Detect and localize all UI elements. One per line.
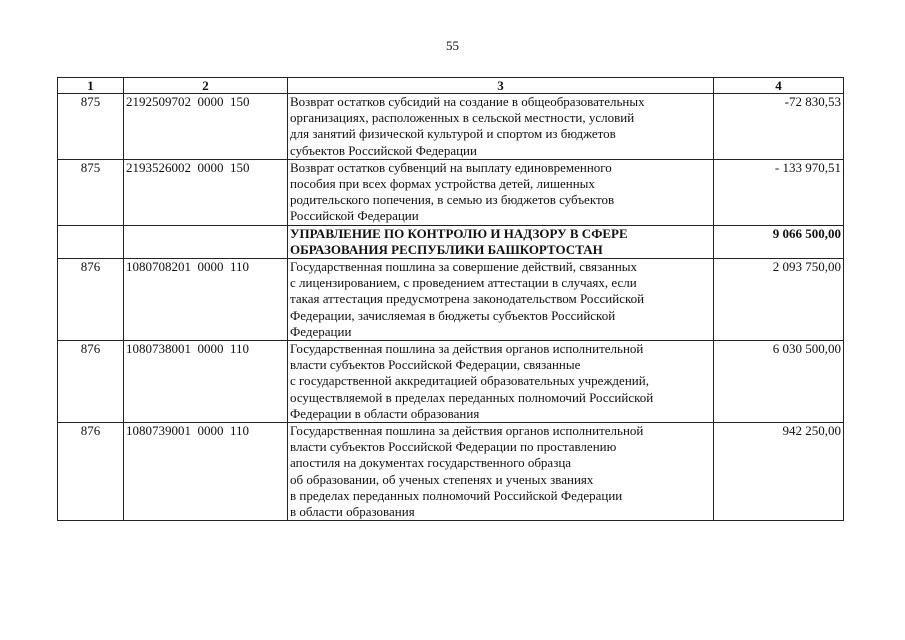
description-line: в области образования: [290, 504, 415, 520]
description-line: власти субъектов Российской Федерации по проставлению: [290, 439, 617, 455]
description-line: Федерации: [290, 323, 352, 339]
admin-code-cell: 875: [58, 159, 124, 225]
table-row: [58, 159, 844, 225]
amount-cell: 6 030 500,00: [714, 341, 844, 423]
description-line: Возврат остатков субвенций на выплату единовременного: [290, 159, 612, 175]
section-title-line: УПРАВЛЕНИЕ ПО КОНТРОЛЮ И НАДЗОРУ В СФЕРЕ: [290, 225, 628, 241]
description-line: Федерации, зачисляемая в бюджеты субъектов Российской: [290, 307, 616, 323]
admin-code-cell: 875: [58, 94, 124, 160]
description-line: пособия при всех формах устройства детей, лишенных: [290, 176, 595, 192]
table-row: [58, 94, 844, 160]
amount-cell: -72 830,53: [714, 94, 844, 160]
page-number: 55: [446, 38, 459, 53]
description-line: Государственная пошлина за действия органов исполнительной: [290, 341, 644, 357]
description-line: Российской Федерации: [290, 208, 419, 224]
description-cell: [288, 159, 714, 225]
description-line: осуществляемой в пределах переданных полномочий Российской: [290, 389, 654, 405]
section-title-cell: [288, 225, 714, 258]
description-line: Государственная пошлина за действия органов исполнительной: [290, 423, 644, 439]
description-line: субъектов Российской Федерации: [290, 142, 477, 158]
description-line: апостиля на документах государственного образца: [290, 455, 572, 471]
header-col-2: 2: [124, 78, 288, 94]
description-line: Государственная пошлина за совершение действий, связанных: [290, 259, 638, 275]
description-cell: [288, 423, 714, 521]
description-line: для занятий физической культурой и спортом из бюджетов: [290, 126, 616, 142]
header-col-1: 1: [58, 78, 124, 94]
section-title-line: ОБРАЗОВАНИЯ РЕСПУБЛИКИ БАШКОРТОСТАН: [290, 241, 603, 257]
admin-code-cell: 876: [58, 259, 124, 341]
description-line: Возврат остатков субсидий на создание в общеобразовательных: [290, 94, 645, 109]
section-heading-row: [58, 225, 844, 258]
revenue-code-cell: [124, 225, 288, 258]
amount-cell: - 133 970,51: [714, 159, 844, 225]
description-line: в пределах переданных полномочий Российской Федерации: [290, 487, 623, 503]
revenue-code-cell: 1080738001 0000 110: [124, 341, 288, 423]
description-cell: [288, 94, 714, 160]
revenue-code-cell: 2192509702 0000 150: [124, 94, 288, 160]
admin-code-cell: 876: [58, 341, 124, 423]
description-cell: [288, 259, 714, 341]
description-line: власти субъектов Российской Федерации, связанные: [290, 357, 581, 373]
admin-code-cell: 876: [58, 423, 124, 521]
revenue-code-cell: 2193526002 0000 150: [124, 159, 288, 225]
amount-cell: 942 250,00: [714, 423, 844, 521]
revenue-code-cell: 1080739001 0000 110: [124, 423, 288, 521]
description-line: родительского попечения, в семью из бюджетов субъектов: [290, 192, 615, 208]
description-line: Федерации в области образования: [290, 405, 480, 421]
amount-cell: 2 093 750,00: [714, 259, 844, 341]
revenue-code-cell: 1080708201 0000 110: [124, 259, 288, 341]
table-header-row: [58, 78, 844, 94]
budget-revenue-table: [57, 77, 844, 521]
header-col-3: 3: [288, 78, 714, 94]
description-line: такая аттестация предусмотрена законодательством Российской: [290, 291, 645, 307]
table-row: [58, 341, 844, 423]
header-col-4: 4: [714, 78, 844, 94]
table-row: [58, 259, 844, 341]
admin-code-cell: [58, 225, 124, 258]
description-line: с лицензированием, с проведением аттестации в случаях, если: [290, 275, 637, 291]
description-line: организациях, расположенных в сельской местности, условий: [290, 110, 635, 126]
description-cell: [288, 341, 714, 423]
description-line: с государственной аккредитацией образовательных учреждений,: [290, 373, 649, 389]
description-line: об образовании, об ученых степенях и ученых званиях: [290, 471, 594, 487]
section-total-cell: 9 066 500,00: [714, 225, 844, 258]
table-row: [58, 423, 844, 521]
